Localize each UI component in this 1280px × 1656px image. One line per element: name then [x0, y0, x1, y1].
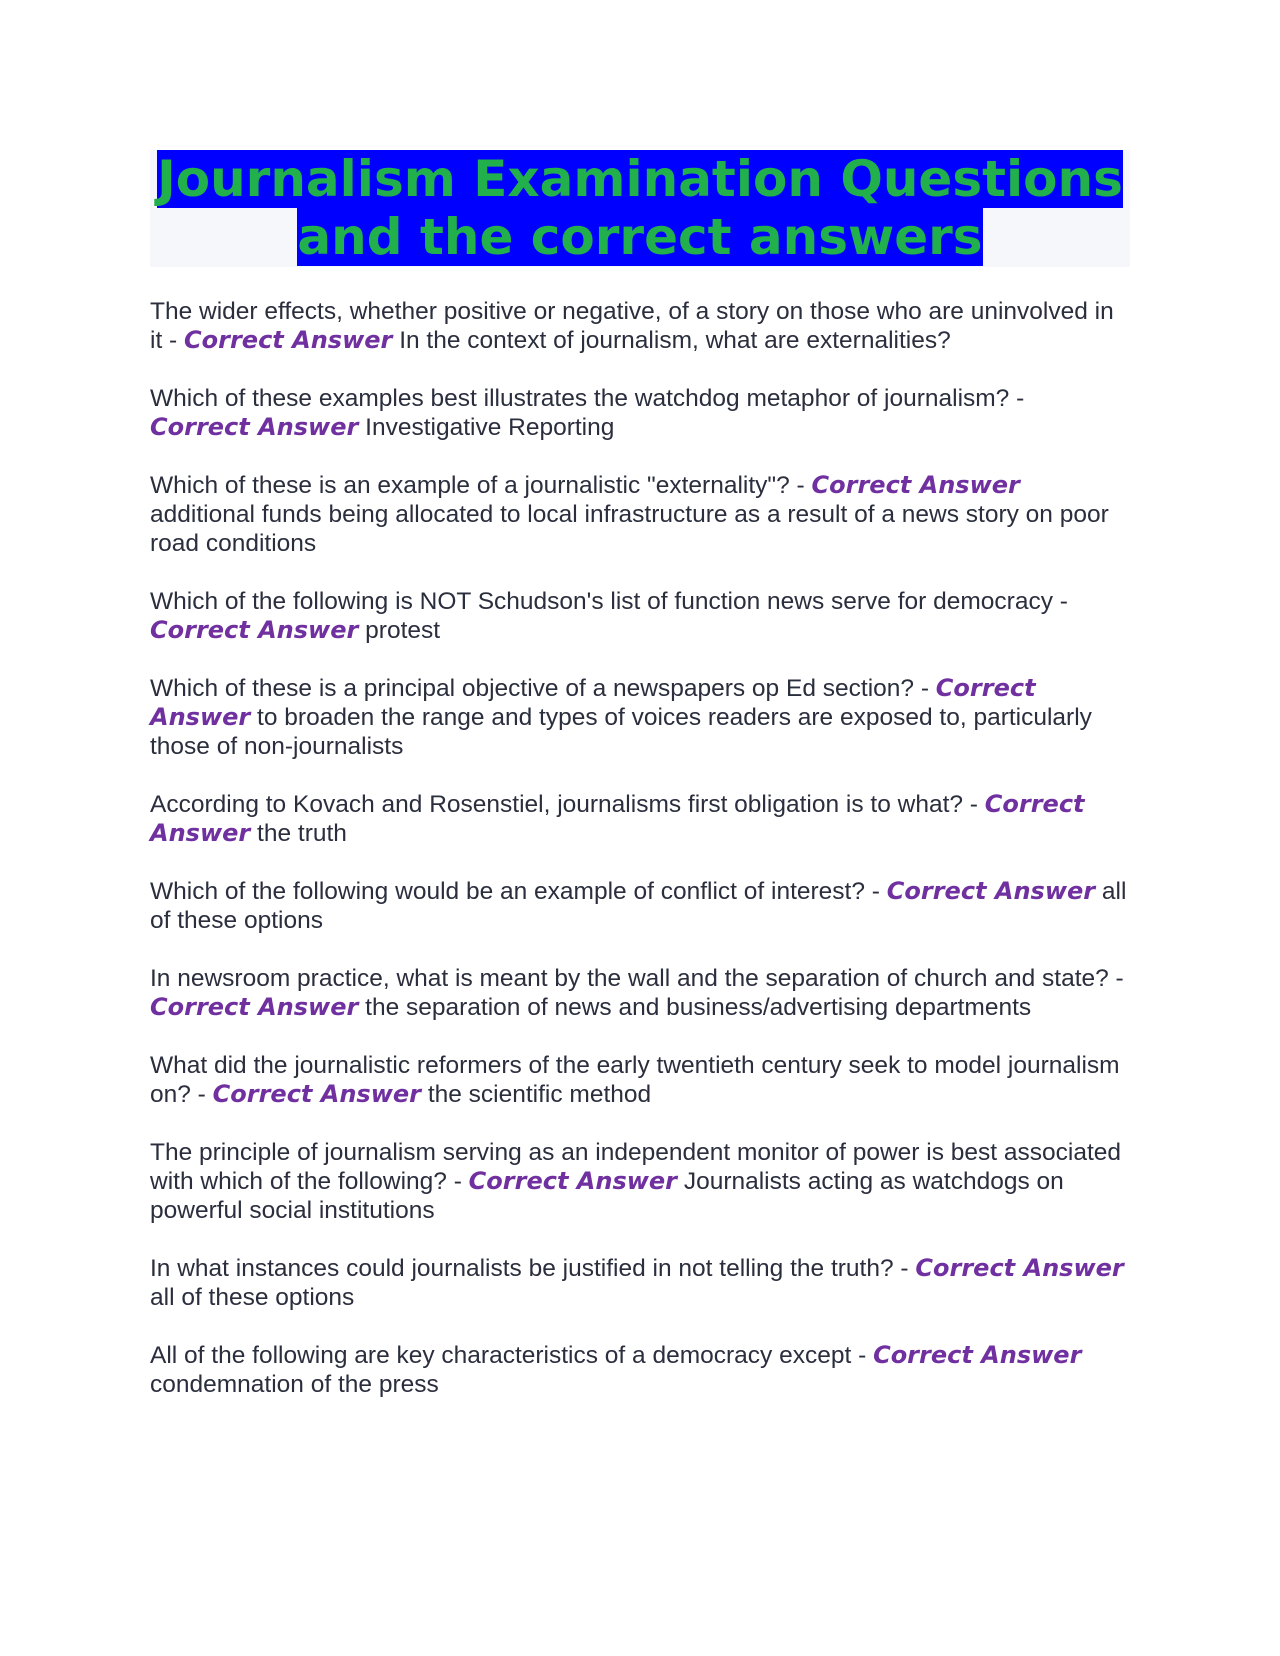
question-text: What did the journalistic reformers of the early twentieth century seek to model journalism on? - — [150, 1052, 1120, 1108]
page-title — [157, 150, 1123, 266]
correct-answer-label: Correct Answer — [150, 674, 1036, 731]
question-text: Which of these is a principal objective of a newspapers op Ed section? - — [150, 675, 929, 702]
qa-item — [150, 877, 1130, 935]
title-line-1: Journalism Examination Questions — [157, 150, 1123, 208]
qa-item — [150, 1254, 1130, 1312]
correct-answer-label: Correct Answer — [212, 1080, 421, 1108]
question-text: The principle of journalism serving as an independent monitor of power is best associated with which of the following? - — [150, 1139, 1122, 1195]
correct-answer-label: Correct Answer — [150, 993, 359, 1021]
correct-answer-label: Correct Answer — [915, 1254, 1124, 1282]
question-text: Which of these examples best illustrates the watchdog metaphor of journalism? - — [150, 385, 1025, 412]
question-text: All of the following are key characteristics of a democracy except - — [150, 1342, 867, 1369]
title-block — [150, 150, 1130, 267]
answer-text: the truth — [257, 820, 347, 847]
answer-text: Investigative Reporting — [365, 414, 615, 441]
correct-answer-label: Correct Answer — [150, 790, 1085, 847]
correct-answer-label: Correct Answer — [150, 413, 359, 441]
correct-answer-label: Correct Answer — [886, 877, 1096, 905]
answer-text: the separation of news and business/advertising departments — [365, 994, 1032, 1021]
correct-answer-label: Correct Answer — [811, 471, 1020, 499]
answer-text: condemnation of the press — [150, 1371, 439, 1398]
answer-text: the scientific method — [427, 1081, 652, 1108]
question-text: According to Kovach and Rosenstiel, journalisms first obligation is to what? - — [150, 791, 978, 818]
correct-answer-label: Correct Answer — [873, 1341, 1082, 1369]
qa-item — [150, 964, 1130, 1022]
correct-answer-label: Correct Answer — [184, 326, 393, 354]
answer-text: additional funds being allocated to local infrastructure as a result of a news story on poor road conditions — [150, 501, 1109, 557]
question-text: In what instances could journalists be justified in not telling the truth? - — [150, 1255, 909, 1282]
qa-item — [150, 297, 1130, 355]
question-text: Which of these is an example of a journalistic "externality"? - — [150, 472, 805, 499]
title-line-2: and the correct answers — [297, 208, 983, 266]
qa-item — [150, 1138, 1130, 1225]
document-page — [150, 150, 1130, 1428]
correct-answer-label: Correct Answer — [150, 616, 359, 644]
answer-text: protest — [365, 617, 441, 644]
question-text: The wider effects, whether positive or negative, of a story on those who are uninvolved in it - — [150, 298, 1114, 354]
answer-text: Journalists acting as watchdogs on powerful social institutions — [150, 1168, 1064, 1224]
answer-text: In the context of journalism, what are externalities? — [399, 327, 951, 354]
qa-item — [150, 674, 1130, 761]
question-text: Which of the following would be an example of conflict of interest? - — [150, 878, 880, 905]
question-text: Which of the following is NOT Schudson's list of function news serve for democracy - — [150, 588, 1068, 615]
qa-item — [150, 1051, 1130, 1109]
qa-item — [150, 384, 1130, 442]
qa-item — [150, 587, 1130, 645]
answer-text: all of these options — [150, 1284, 355, 1311]
qa-item — [150, 471, 1130, 558]
qa-item — [150, 790, 1130, 848]
qa-item — [150, 1341, 1130, 1399]
answer-text: all of these options — [150, 878, 1127, 934]
answer-text: to broaden the range and types of voices readers are exposed to, particularly those of non-journalists — [150, 704, 1092, 760]
qa-list — [150, 297, 1130, 1399]
question-text: In newsroom practice, what is meant by the wall and the separation of church and state? - — [150, 965, 1124, 992]
correct-answer-label: Correct Answer — [468, 1167, 678, 1195]
